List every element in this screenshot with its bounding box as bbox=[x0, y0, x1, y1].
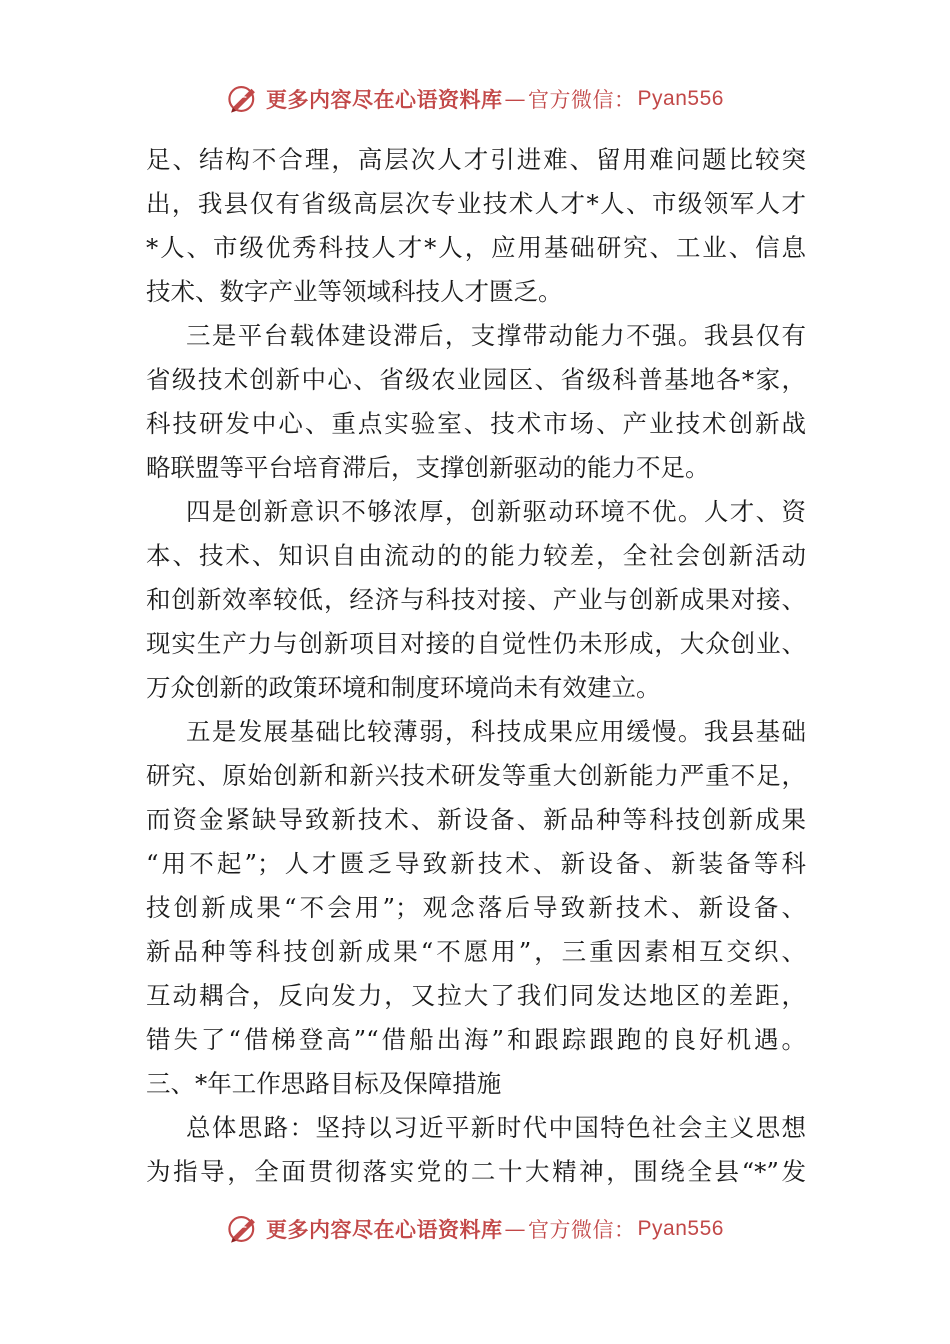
text-line: 技创新成果“不会用”；观念落后导致新技术、新设备、 bbox=[146, 893, 806, 922]
text-line: 省级技术创新中心、省级农业园区、省级科普基地各*家， bbox=[146, 365, 806, 394]
text-line: 为指导，全面贯彻落实党的二十大精神，围绕全县“*”发 bbox=[146, 1157, 806, 1186]
watermark-separator: — bbox=[504, 1217, 527, 1241]
text-line: 万众创新的政策环境和制度环境尚未有效建立。 bbox=[146, 673, 661, 702]
text-line: 互动耦合，反向发力，又拉大了我们同发达地区的差距， bbox=[146, 981, 806, 1010]
pen-logo-icon bbox=[226, 1212, 260, 1246]
text-line: 略联盟等平台培育滞后，支撑创新驱动的能力不足。 bbox=[146, 453, 710, 482]
text-line: 而资金紧缺导致新技术、新设备、新品种等科技创新成果 bbox=[146, 805, 806, 834]
text-line: *人、市级优秀科技人才*人，应用基础研究、工业、信息 bbox=[146, 233, 806, 262]
text-line: 足、结构不合理，高层次人才引进难、留用难问题比较突 bbox=[146, 145, 806, 174]
watermark-separator: — bbox=[504, 87, 527, 111]
document-body bbox=[146, 138, 806, 1194]
section-heading: 三、*年工作思路目标及保障措施 bbox=[146, 1069, 502, 1098]
text-line: 技术、数字产业等领域科技人才匮乏。 bbox=[146, 277, 563, 306]
text-line: 科技研发中心、重点实验室、技术市场、产业技术创新战 bbox=[146, 409, 806, 438]
text-line: 四是创新意识不够浓厚，创新驱动环境不优。人才、资 bbox=[186, 497, 806, 526]
text-line: 三是平台载体建设滞后，支撑带动能力不强。我县仅有 bbox=[186, 321, 806, 350]
text-line: 新品种等科技创新成果“不愿用”，三重因素相互交织、 bbox=[146, 937, 806, 966]
watermark-official: 官方微信： bbox=[528, 88, 636, 112]
text-line: 出，我县仅有省级高层次专业技术人才*人、市级领军人才 bbox=[146, 189, 806, 218]
watermark-account: Pyan556 bbox=[637, 87, 724, 110]
watermark-account: Pyan556 bbox=[637, 1217, 724, 1240]
text-line: “用不起”；人才匮乏导致新技术、新设备、新装备等科 bbox=[146, 849, 806, 878]
text-line: 现实生产力与创新项目对接的自觉性仍未形成，大众创业、 bbox=[146, 629, 806, 658]
text-line: 本、技术、知识自由流动的的能力较差，全社会创新活动 bbox=[146, 541, 806, 570]
text-line: 总体思路：坚持以习近平新时代中国特色社会主义思想 bbox=[186, 1113, 806, 1142]
watermark-official: 官方微信： bbox=[528, 1218, 636, 1242]
watermark-brand: 更多内容尽在心语资料库 bbox=[266, 1217, 503, 1242]
text-line: 错失了“借梯登高”“借船出海”和跟踪跟跑的良好机遇。 bbox=[146, 1025, 806, 1054]
watermark-brand: 更多内容尽在心语资料库 bbox=[266, 87, 503, 112]
text-line: 和创新效率较低，经济与科技对接、产业与创新成果对接、 bbox=[146, 585, 806, 614]
text-line: 研究、原始创新和新兴技术研发等重大创新能力严重不足， bbox=[146, 761, 806, 790]
watermark-header bbox=[0, 82, 950, 116]
text-line: 五是发展基础比较薄弱，科技成果应用缓慢。我县基础 bbox=[186, 717, 806, 746]
pen-logo-icon bbox=[226, 82, 260, 116]
watermark-footer bbox=[0, 1212, 950, 1246]
